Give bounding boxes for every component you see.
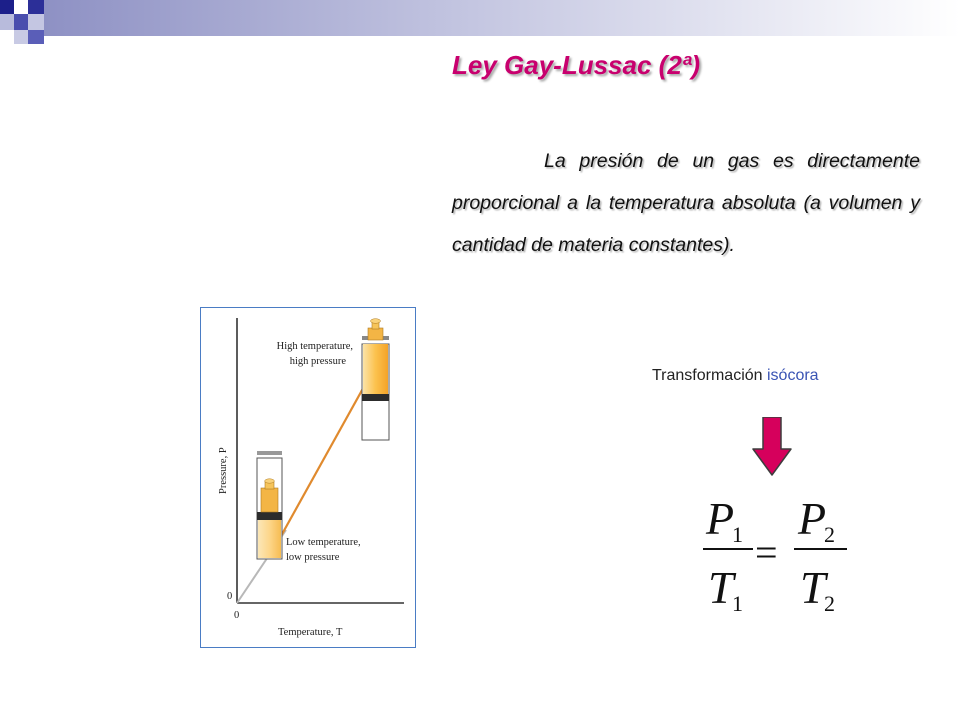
t2-subscript: 2	[824, 591, 835, 616]
corner-square	[28, 0, 44, 14]
corner-square	[28, 30, 44, 44]
body-end-text: .	[729, 234, 735, 256]
p1-subscript: 1	[732, 522, 743, 547]
corner-square	[0, 30, 14, 44]
corner-square	[0, 0, 14, 14]
y-axis-label: Pressure, P	[218, 447, 229, 494]
equals-sign: =	[755, 530, 778, 575]
low-pressure-cylinder	[257, 451, 282, 559]
transformation-prefix: Transformación	[652, 367, 767, 384]
top-gradient-bar	[44, 0, 960, 36]
corner-square	[14, 14, 28, 30]
low-temp-label-1: Low temperature,	[286, 537, 361, 548]
corner-square	[14, 30, 28, 44]
gay-lussac-formula	[700, 490, 850, 620]
pressure-temperature-figure	[200, 307, 416, 648]
slide-title: Ley Gay-Lussac (2ª)	[452, 50, 701, 80]
corner-square	[0, 14, 14, 30]
transformation-accent: isócora	[767, 367, 819, 384]
high-pressure-cylinder	[362, 319, 389, 440]
t1-symbol: T	[708, 562, 734, 613]
p2-symbol: P	[798, 493, 827, 544]
x-zero-label: 0	[234, 610, 240, 621]
high-temp-label-2: high pressure	[289, 356, 346, 367]
corner-square	[28, 14, 44, 30]
x-axis-label: Temperature, T	[278, 627, 343, 638]
low-temp-label-2: low pressure	[286, 552, 340, 563]
body-main-text: La presión de un gas es directamente proporcional a la temperatura absoluta (a volumen y cantidad de materia constantes)	[452, 150, 920, 256]
p2-subscript: 2	[824, 522, 835, 547]
down-arrow-icon	[752, 417, 792, 477]
transformation-label	[652, 367, 819, 385]
y-zero-label: 0	[227, 591, 233, 602]
t2-symbol: T	[800, 562, 826, 613]
high-temp-label-1: High temperature,	[276, 341, 353, 352]
t1-subscript: 1	[732, 591, 743, 616]
slide-body-text	[452, 140, 920, 266]
corner-square	[14, 0, 28, 14]
p1-symbol: P	[706, 493, 735, 544]
